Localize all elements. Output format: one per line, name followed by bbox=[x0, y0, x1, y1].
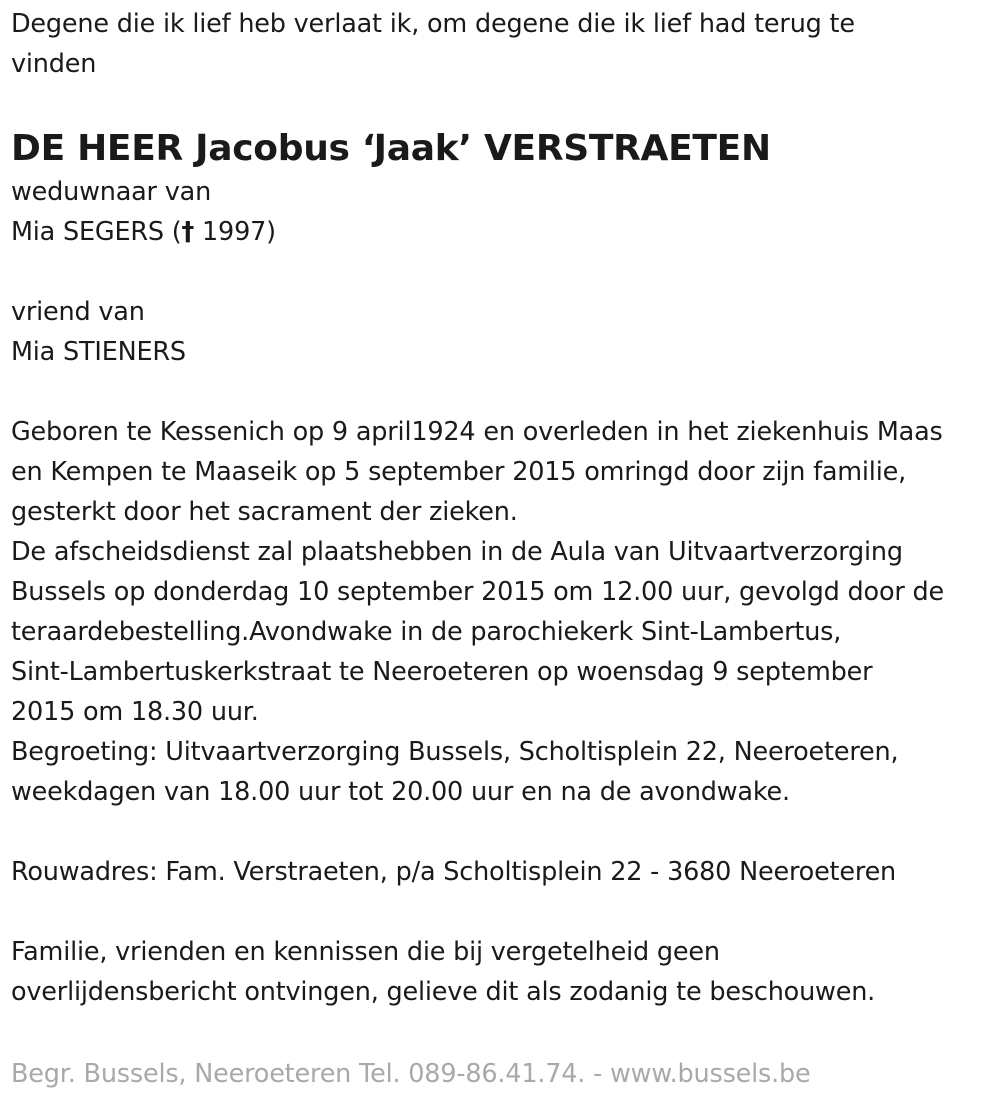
notice-line-2: overlijdensbericht ontvingen, gelieve dit als zodanig te beschouwen. bbox=[11, 977, 876, 1007]
friend-label: vriend van bbox=[11, 297, 145, 327]
body-line: en Kempen te Maaseik op 5 september 2015 omringd door zijn familie, bbox=[11, 457, 906, 487]
spacer bbox=[11, 892, 991, 932]
widower-label: weduwnaar van bbox=[11, 177, 212, 207]
body-line: De afscheidsdienst zal plaatshebben in de Aula van Uitvaartverzorging bbox=[11, 537, 903, 567]
spacer bbox=[11, 372, 991, 412]
body-line: teraardebestelling.Avondwake in de parochiekerk Sint-Lambertus, bbox=[11, 617, 842, 647]
spouse-line bbox=[11, 212, 991, 252]
motto bbox=[11, 4, 991, 84]
body-line: Begroeting: Uitvaartverzorging Bussels, Scholtisplein 22, Neeroeteren, bbox=[11, 737, 899, 767]
spacer bbox=[11, 252, 991, 292]
body-line: gesterkt door het sacrament der zieken. bbox=[11, 497, 518, 527]
footer-credit: Begr. Bussels, Neeroeteren Tel. 089-86.41.74. - www.bussels.be bbox=[11, 1059, 811, 1089]
friend-name: Mia STIENERS bbox=[11, 337, 186, 367]
motto-line-1: Degene die ik lief heb verlaat ik, om degene die ik lief had terug te bbox=[11, 9, 855, 39]
body-line: Bussels op donderdag 10 september 2015 om 12.00 uur, gevolgd door de bbox=[11, 577, 945, 607]
cross-icon: † bbox=[181, 217, 195, 247]
spouse-year: 1997) bbox=[194, 217, 276, 247]
spacer bbox=[11, 812, 991, 852]
body-line: weekdagen van 18.00 uur tot 20.00 uur en na de avondwake. bbox=[11, 777, 790, 807]
body-line: Geboren te Kessenich op 9 april1924 en overleden in het ziekenhuis Maas bbox=[11, 417, 943, 447]
spouse-name: Mia SEGERS ( bbox=[11, 217, 182, 247]
body-line: 2015 om 18.30 uur. bbox=[11, 697, 259, 727]
motto-line-2: vinden bbox=[11, 49, 97, 79]
body-text bbox=[11, 412, 991, 812]
obituary-notice bbox=[11, 4, 991, 1012]
mourning-address: Rouwadres: Fam. Verstraeten, p/a Scholtisplein 22 - 3680 Neeroeteren bbox=[11, 857, 897, 887]
deceased-name: DE HEER Jacobus ‘Jaak’ VERSTRAETEN bbox=[11, 128, 771, 169]
notice-line-1: Familie, vrienden en kennissen die bij vergetelheid geen bbox=[11, 937, 720, 967]
body-line: Sint-Lambertuskerkstraat te Neeroeteren op woensdag 9 september bbox=[11, 657, 873, 687]
